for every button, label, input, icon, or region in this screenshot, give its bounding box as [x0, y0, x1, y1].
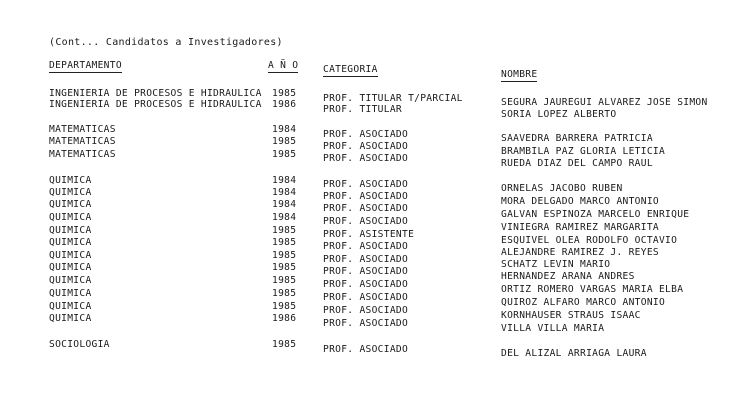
- row-ano: 1984: [272, 187, 297, 198]
- row-nombre: ESQUIVEL OLEA RODOLFO OCTAVIO: [501, 235, 678, 246]
- row-departamento: QUIMICA: [49, 225, 92, 236]
- row-categoria: PROF. ASOCIADO: [323, 191, 409, 202]
- row-departamento: QUIMICA: [49, 288, 92, 299]
- row-categoria: PROF. ASOCIADO: [323, 344, 409, 355]
- row-nombre: SAAVEDRA BARRERA PATRICIA: [501, 133, 653, 144]
- row-departamento: QUIMICA: [49, 237, 92, 248]
- row-nombre: ORTIZ ROMERO VARGAS MARIA ELBA: [501, 284, 684, 295]
- row-departamento: QUIMICA: [49, 199, 92, 210]
- row-categoria: PROF. ASOCIADO: [323, 141, 409, 152]
- row-nombre: SEGURA JAUREGUI ALVAREZ JOSE SIMON: [501, 97, 708, 108]
- row-ano: 1985: [272, 288, 297, 299]
- header-departamento: DEPARTAMENTO: [49, 60, 122, 71]
- row-categoria: PROF. ASOCIADO: [323, 305, 409, 316]
- row-categoria: PROF. ASOCIADO: [323, 179, 409, 190]
- row-categoria: PROF. ASOCIADO: [323, 266, 409, 277]
- row-ano: 1985: [272, 262, 297, 273]
- row-ano: 1985: [272, 237, 297, 248]
- row-categoria: PROF. ASOCIADO: [323, 279, 409, 290]
- row-ano: 1986: [272, 99, 297, 110]
- row-departamento: QUIMICA: [49, 250, 92, 261]
- row-departamento: QUIMICA: [49, 301, 92, 312]
- row-categoria: PROF. ASOCIADO: [323, 318, 409, 329]
- row-nombre: HERNANDEZ ARANA ANDRES: [501, 271, 635, 282]
- row-nombre: BRAMBILA PAZ GLORIA LETICIA: [501, 146, 666, 157]
- row-ano: 1985: [272, 275, 297, 286]
- row-nombre: ORNELAS JACOBO RUBEN: [501, 183, 623, 194]
- row-departamento: MATEMATICAS: [49, 136, 116, 147]
- row-nombre: QUIROZ ALFARO MARCO ANTONIO: [501, 297, 666, 308]
- row-categoria: PROF. ASOCIADO: [323, 241, 409, 252]
- row-categoria: PROF. TITULAR T/PARCIAL: [323, 93, 463, 104]
- row-departamento: SOCIOLOGIA: [49, 339, 110, 350]
- row-ano: 1984: [272, 175, 297, 186]
- row-categoria: PROF. ASISTENTE: [323, 229, 415, 240]
- row-nombre: RUEDA DIAZ DEL CAMPO RAUL: [501, 158, 653, 169]
- row-departamento: INGENIERIA DE PROCESOS E HIDRAULICA: [49, 88, 262, 99]
- row-ano: 1985: [272, 149, 297, 160]
- row-ano: 1984: [272, 199, 297, 210]
- row-categoria: PROF. ASOCIADO: [323, 292, 409, 303]
- row-departamento: QUIMICA: [49, 313, 92, 324]
- row-departamento: INGENIERIA DE PROCESOS E HIDRAULICA: [49, 99, 262, 110]
- row-categoria: PROF. TITULAR: [323, 104, 402, 115]
- header-categoria: CATEGORIA: [323, 64, 378, 75]
- row-departamento: QUIMICA: [49, 212, 92, 223]
- row-departamento: QUIMICA: [49, 275, 92, 286]
- header-ano: A Ñ O: [268, 60, 299, 71]
- row-ano: 1985: [272, 339, 297, 350]
- row-ano: 1984: [272, 212, 297, 223]
- row-departamento: MATEMATICAS: [49, 124, 116, 135]
- row-nombre: SCHATZ LEVIN MARIO: [501, 259, 611, 270]
- row-ano: 1986: [272, 313, 297, 324]
- header-nombre: NOMBRE: [501, 69, 538, 80]
- row-categoria: PROF. ASOCIADO: [323, 203, 409, 214]
- row-ano: 1985: [272, 250, 297, 261]
- row-nombre: DEL ALIZAL ARRIAGA LAURA: [501, 348, 647, 359]
- row-departamento: QUIMICA: [49, 187, 92, 198]
- row-categoria: PROF. ASOCIADO: [323, 216, 409, 227]
- row-ano: 1985: [272, 225, 297, 236]
- row-departamento: QUIMICA: [49, 175, 92, 186]
- row-categoria: PROF. ASOCIADO: [323, 129, 409, 140]
- row-ano: 1985: [272, 136, 297, 147]
- row-nombre: GALVAN ESPINOZA MARCELO ENRIQUE: [501, 209, 690, 220]
- page-title: (Cont... Candidatos a Investigadores): [49, 37, 283, 48]
- row-ano: 1984: [272, 124, 297, 135]
- row-ano: 1985: [272, 88, 297, 99]
- row-nombre: KORNHAUSER STRAUS ISAAC: [501, 310, 641, 321]
- row-departamento: QUIMICA: [49, 262, 92, 273]
- row-nombre: MORA DELGADO MARCO ANTONIO: [501, 196, 659, 207]
- row-nombre: ALEJANDRE RAMIREZ J. REYES: [501, 247, 659, 258]
- row-categoria: PROF. ASOCIADO: [323, 153, 409, 164]
- row-ano: 1985: [272, 301, 297, 312]
- row-categoria: PROF. ASOCIADO: [323, 254, 409, 265]
- row-departamento: MATEMATICAS: [49, 149, 116, 160]
- row-nombre: VILLA VILLA MARIA: [501, 323, 605, 334]
- row-nombre: SORIA LOPEZ ALBERTO: [501, 109, 617, 120]
- row-nombre: VINIEGRA RAMIREZ MARGARITA: [501, 222, 659, 233]
